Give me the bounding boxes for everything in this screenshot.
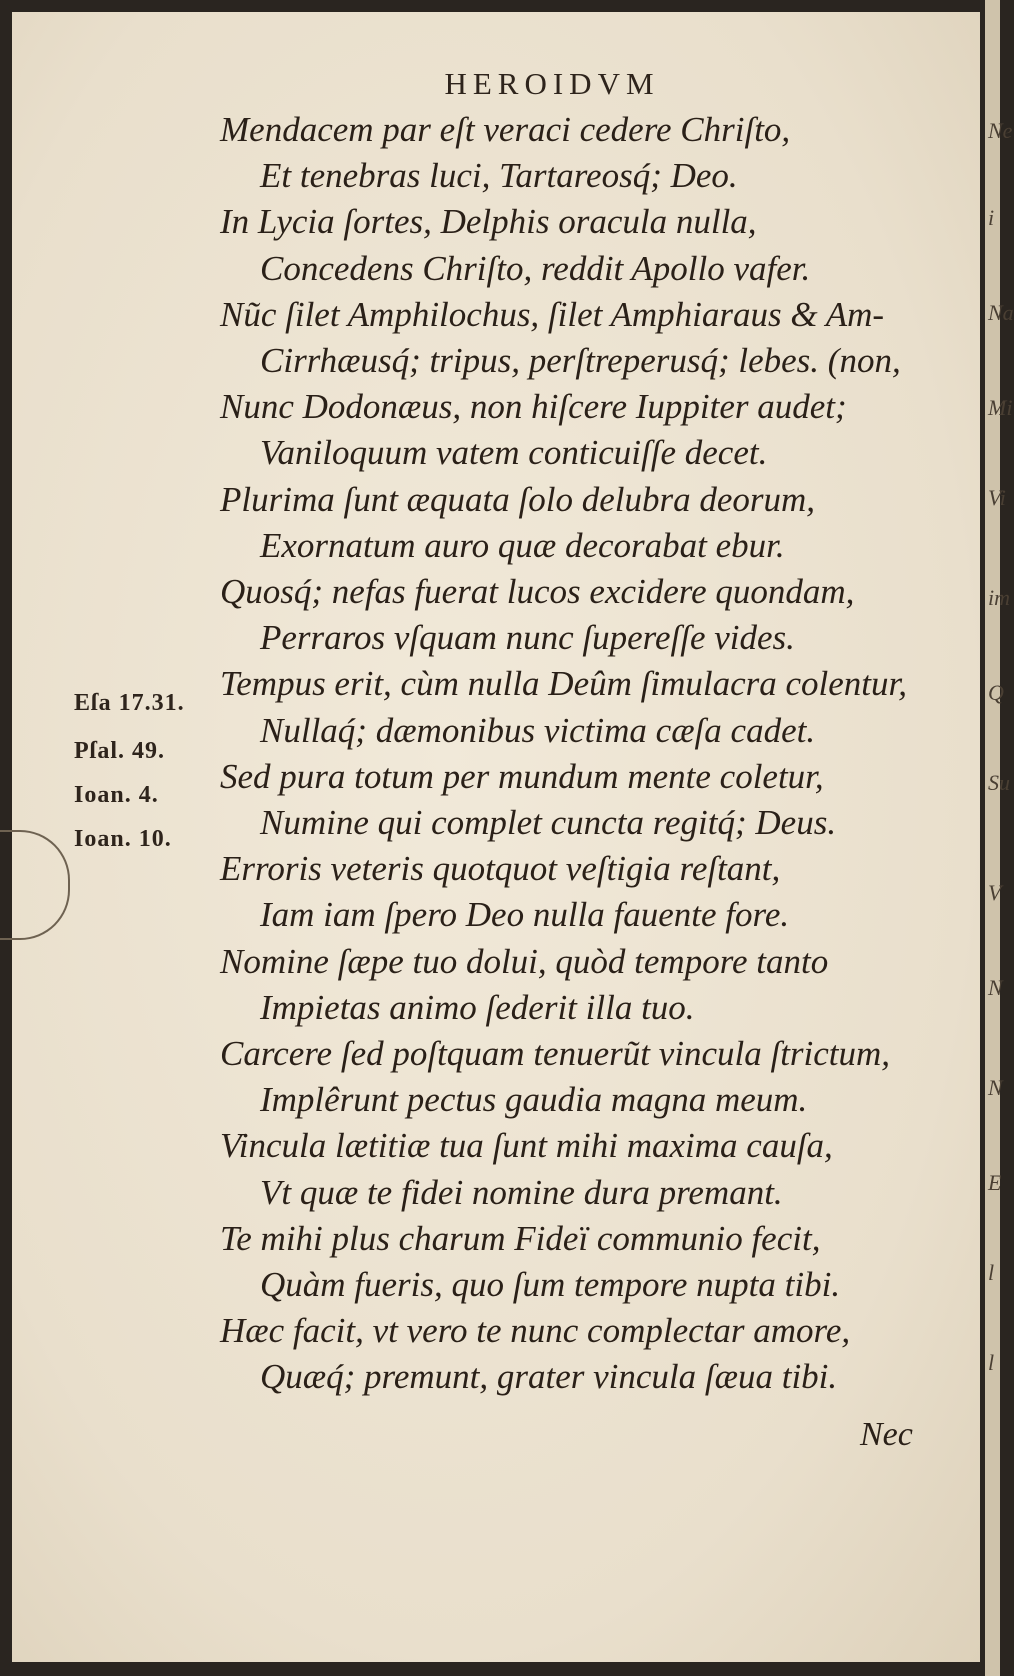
facing-page-fragment: V <box>988 880 1002 905</box>
verse-line: Vaniloquum vatem conticuiſſe decet. <box>260 433 768 473</box>
verse-line: In Lycia ſortes, Delphis oracula nulla, <box>220 202 757 242</box>
facing-page-fragment: Ne <box>988 118 1013 143</box>
marginal-note: Pſal. 49. <box>74 738 165 764</box>
facing-page-fragment: Q <box>988 680 1004 705</box>
verse-line: Impietas animo ſederit illa tuo. <box>260 987 695 1027</box>
verse-line: Exornatum auro quæ decorabat ebur. <box>260 525 785 565</box>
verse-line: Numine qui complet cuncta regitq́; Deus. <box>260 803 837 842</box>
marginal-note: Ioan. 4. <box>74 782 159 808</box>
facing-page-fragment: l <box>988 1350 995 1375</box>
verse-line: Quosq́; nefas fuerat lucos excidere quondam, <box>220 572 855 611</box>
catchword: Nec <box>860 1416 913 1453</box>
verse-line: Nomine ſæpe tuo dolui, quòd tempore tanto <box>220 941 829 981</box>
verse-line: Vt quæ te fidei nomine dura premant. <box>260 1172 783 1212</box>
verse-line: Tempus erit, cùm nulla Deûm ſimulacra colentur, <box>220 664 907 704</box>
running-head: HEROIDVM <box>444 66 660 101</box>
verse-line: Iam iam ſpero Deo nulla fauente fore. <box>260 895 790 935</box>
verse-line: Nullaq́; dæmonibus victima cæſa cadet. <box>260 710 816 750</box>
facing-page-fragment: Na <box>988 300 1014 325</box>
verse-line: Erroris veteris quotquot veſtigia reſtant, <box>220 849 781 889</box>
facing-page-fragment: Mi <box>988 395 1013 420</box>
facing-page-fragment: i <box>988 205 995 230</box>
verse-line: Te mihi plus charum Fideï communio fecit, <box>220 1218 821 1258</box>
verse-line: Vincula lætitiæ tua ſunt mihi maxima cauſa, <box>220 1126 833 1166</box>
marginal-note: Eſa 17.31. <box>74 690 185 716</box>
verse-line: Implêrunt pectus gaudia magna meum. <box>260 1080 808 1120</box>
facing-page-fragment: Vi <box>988 485 1006 510</box>
verse-line: Cirrhæusq́; tripus, perſtreperusq́; lebes. (non, <box>260 341 901 380</box>
verse-line: Carcere ſed poſtquam tenuerũt vincula ſtrictum, <box>220 1034 891 1073</box>
verse-line: Sed pura totum per mundum mente coletur, <box>220 756 824 796</box>
facing-page-fragment: im <box>988 585 1010 610</box>
verse-line: Nũc ſilet Amphilochus, ſilet Amphiaraus & Am- <box>220 294 885 334</box>
marginal-note: Ioan. 10. <box>74 826 172 852</box>
facing-page-fragment: Su <box>988 770 1010 795</box>
verse-line: Plurima ſunt æquata ſolo delubra deorum, <box>220 479 815 519</box>
facing-page-fragment: N <box>988 975 1003 1000</box>
verse-line: Perraros vſquam nunc ſupereſſe vides. <box>260 618 795 658</box>
verse-line: Nunc Dodonæus, non hiſcere Iuppiter audet; <box>220 387 847 427</box>
facing-page-fragment: N <box>988 1075 1003 1100</box>
verse-line: Mendacem par eſt veraci cedere Chriſto, <box>220 110 791 149</box>
verse-line: Hæc facit, vt vero te nunc complectar amore, <box>220 1311 851 1351</box>
verse-line: Concedens Chriſto, reddit Apollo vafer. <box>260 248 811 288</box>
verse-line: Quæq́; premunt, grater vincula ſæua tibi. <box>260 1357 838 1397</box>
verse-line: Et tenebras luci, Tartareosq́; Deo. <box>260 156 738 196</box>
facing-page-fragment: E <box>988 1170 1002 1195</box>
facing-page-fragment: l <box>988 1260 995 1285</box>
verse-line: Quàm fueris, quo ſum tempore nupta tibi. <box>260 1265 841 1304</box>
